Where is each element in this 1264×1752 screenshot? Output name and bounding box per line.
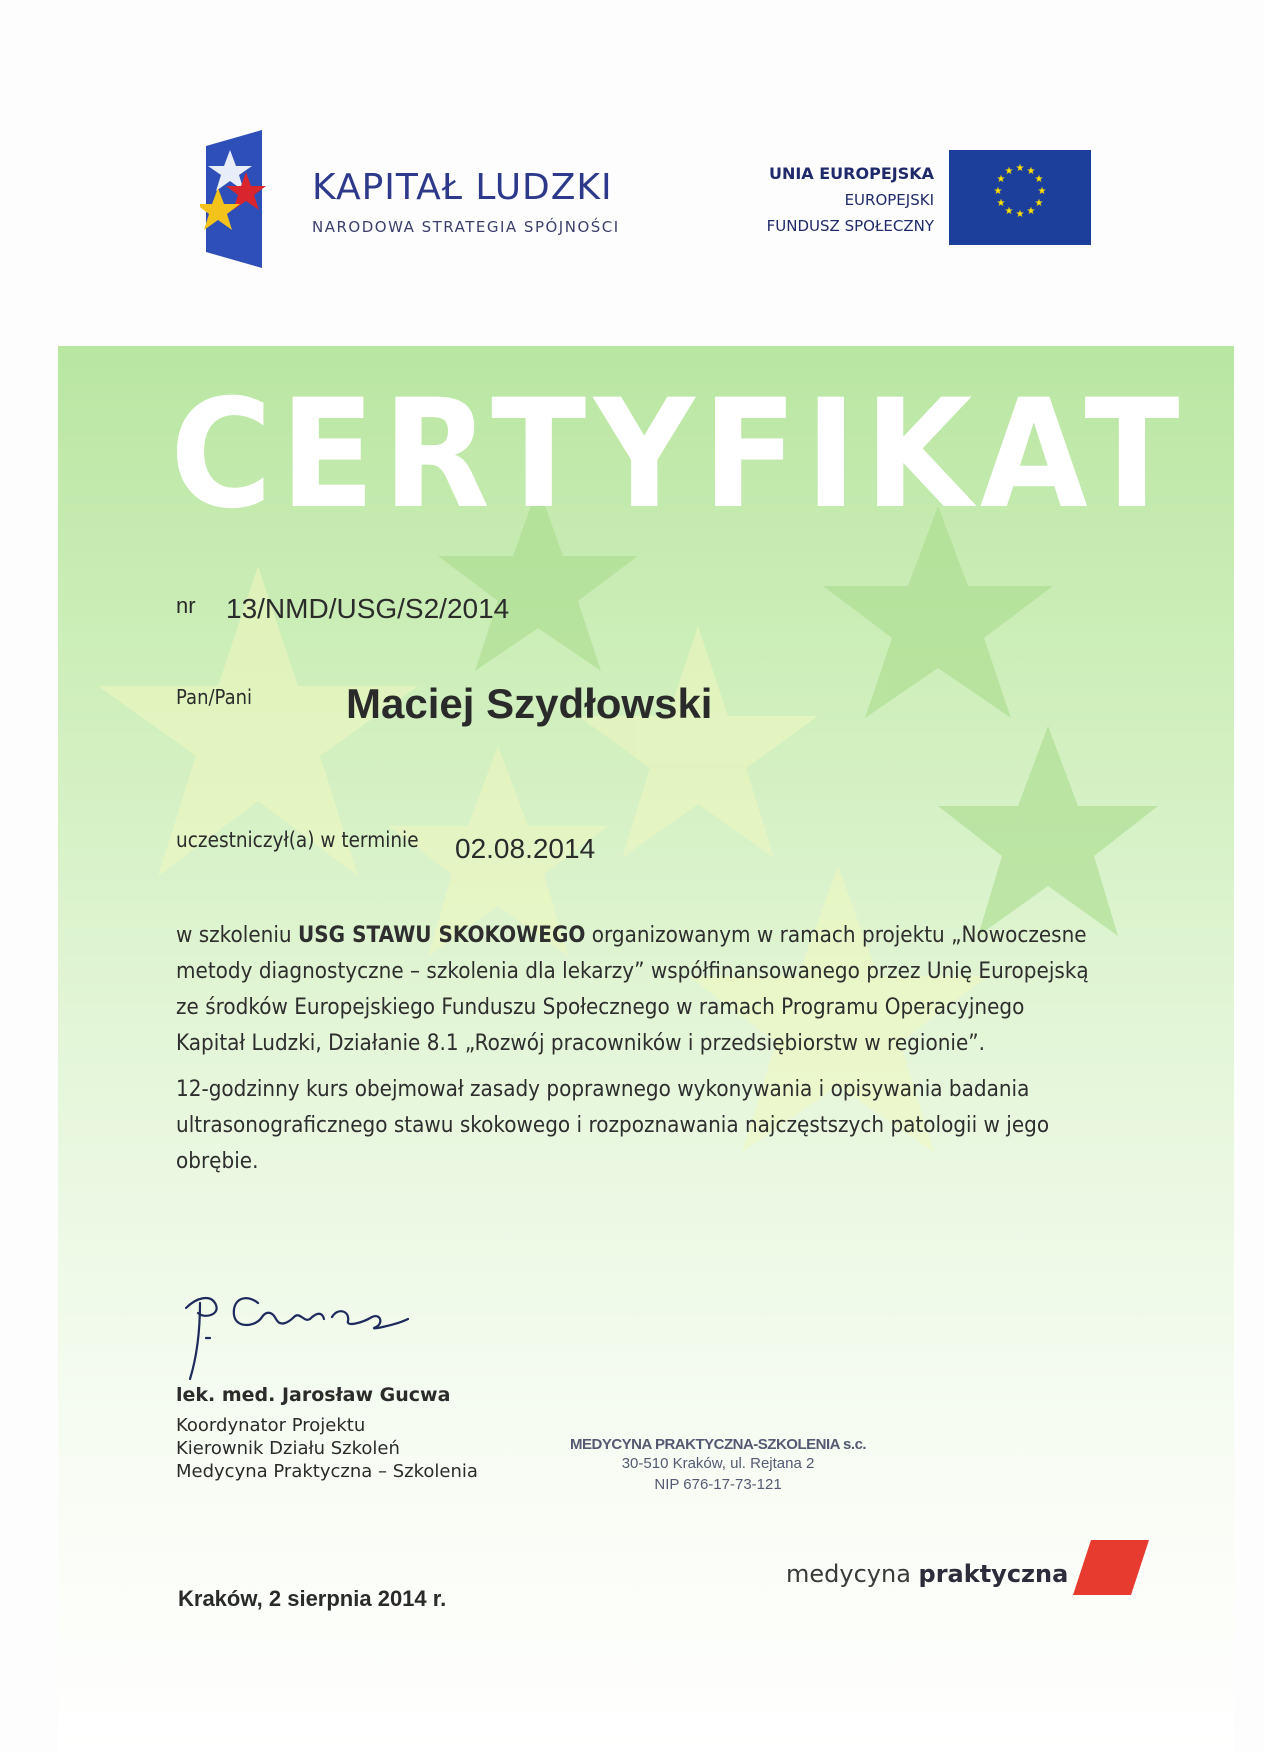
svg-text:★: ★ xyxy=(1015,163,1025,174)
term-date: 02.08.2014 xyxy=(455,833,596,864)
signatory-role-2: Kierownik Działu Szkoleń xyxy=(176,1438,400,1459)
svg-text:★: ★ xyxy=(996,198,1006,209)
body-paragraph-1 xyxy=(176,918,1095,1062)
kapital-ludzki-logo-icon xyxy=(200,128,275,268)
svg-text:★: ★ xyxy=(1034,198,1044,209)
kapital-ludzki-subtitle: NARODOWA STRATEGIA SPÓJNOŚCI xyxy=(312,218,620,236)
svg-text:★: ★ xyxy=(1004,166,1014,177)
certificate-body xyxy=(176,918,1095,1190)
svg-text:★: ★ xyxy=(993,186,1003,197)
svg-text:★: ★ xyxy=(996,174,1006,185)
svg-text:★: ★ xyxy=(1015,209,1025,220)
signatory-name: lek. med. Jarosław Gucwa xyxy=(176,1384,451,1406)
medycyna-praktyczna-logo xyxy=(786,1560,1068,1588)
svg-text:★: ★ xyxy=(1034,174,1044,185)
number-label: nr xyxy=(176,593,196,618)
eu-fund-line2: FUNDUSZ SPOŁECZNY xyxy=(766,217,934,235)
medycyna-praktyczna-mark-icon xyxy=(1073,1540,1149,1595)
body-paragraph-2: 12-godzinny kurs obejmował zasady poprawnego wykonywania i opisywania badania ultrasonograficznego stawu skokowego i rozpoznawania najczęstszych patologii w jego obrębie. xyxy=(176,1077,1050,1174)
svg-text:★: ★ xyxy=(1004,206,1014,217)
course-name: USG STAWU SKOKOWEGO xyxy=(297,923,586,948)
company-stamp xyxy=(570,1436,866,1495)
stamp-company-name: MEDYCYNA PRAKTYCZNA-SZKOLENIA s.c. xyxy=(570,1436,867,1453)
eu-flag-icon xyxy=(949,150,1091,245)
signatory-roles xyxy=(176,1414,478,1483)
signature-icon xyxy=(176,1283,416,1383)
stamp-address: 30-510 Kraków, ul. Rejtana 2 xyxy=(621,1455,815,1472)
signatory-role-3: Medycyna Praktyczna – Szkolenia xyxy=(176,1461,478,1482)
svg-text:★: ★ xyxy=(1037,186,1047,197)
recipient-label: Pan/Pani xyxy=(176,685,253,709)
certificate-title: CERTYFIKAT xyxy=(170,368,1187,542)
body-p1-intro: w szkoleniu xyxy=(176,923,298,948)
term-label: uczestniczył(a) w terminie xyxy=(176,828,419,852)
svg-text:★: ★ xyxy=(1026,166,1036,177)
signatory-role-1: Koordynator Projektu xyxy=(176,1415,366,1436)
logo-text-light: medycyna xyxy=(786,1560,919,1588)
place-and-date: Kraków, 2 sierpnia 2014 r. xyxy=(178,1586,447,1611)
kapital-ludzki-text xyxy=(312,168,620,236)
stamp-nip: NIP 676-17-73-121 xyxy=(654,1476,782,1493)
recipient-name: Maciej Szydłowski xyxy=(346,680,713,727)
body-p1-rest: organizowanym w ramach projektu „Nowoczesne metody diagnostyczne – szkolenia dla lekarzy” współfinansowanego przez Unię Europejską ze środków Europejskiego Funduszu Społecznego w ramach Programu Operacyjnego Kapitał Ludzki, Działanie 8.1 „Rozwój pracowników i przedsiębiorstw w regionie”. xyxy=(176,923,1089,1056)
eu-fund-line1: EUROPEJSKI xyxy=(844,191,934,209)
kapital-ludzki-title: KAPITAŁ LUDZKI xyxy=(312,167,613,208)
svg-text:★: ★ xyxy=(1026,206,1036,217)
eu-fund-text xyxy=(767,161,934,239)
logo-text-bold: praktyczna xyxy=(918,1560,1069,1588)
eu-union-label: UNIA EUROPEJSKA xyxy=(768,164,934,183)
certificate-number: 13/NMD/USG/S2/2014 xyxy=(226,593,510,624)
